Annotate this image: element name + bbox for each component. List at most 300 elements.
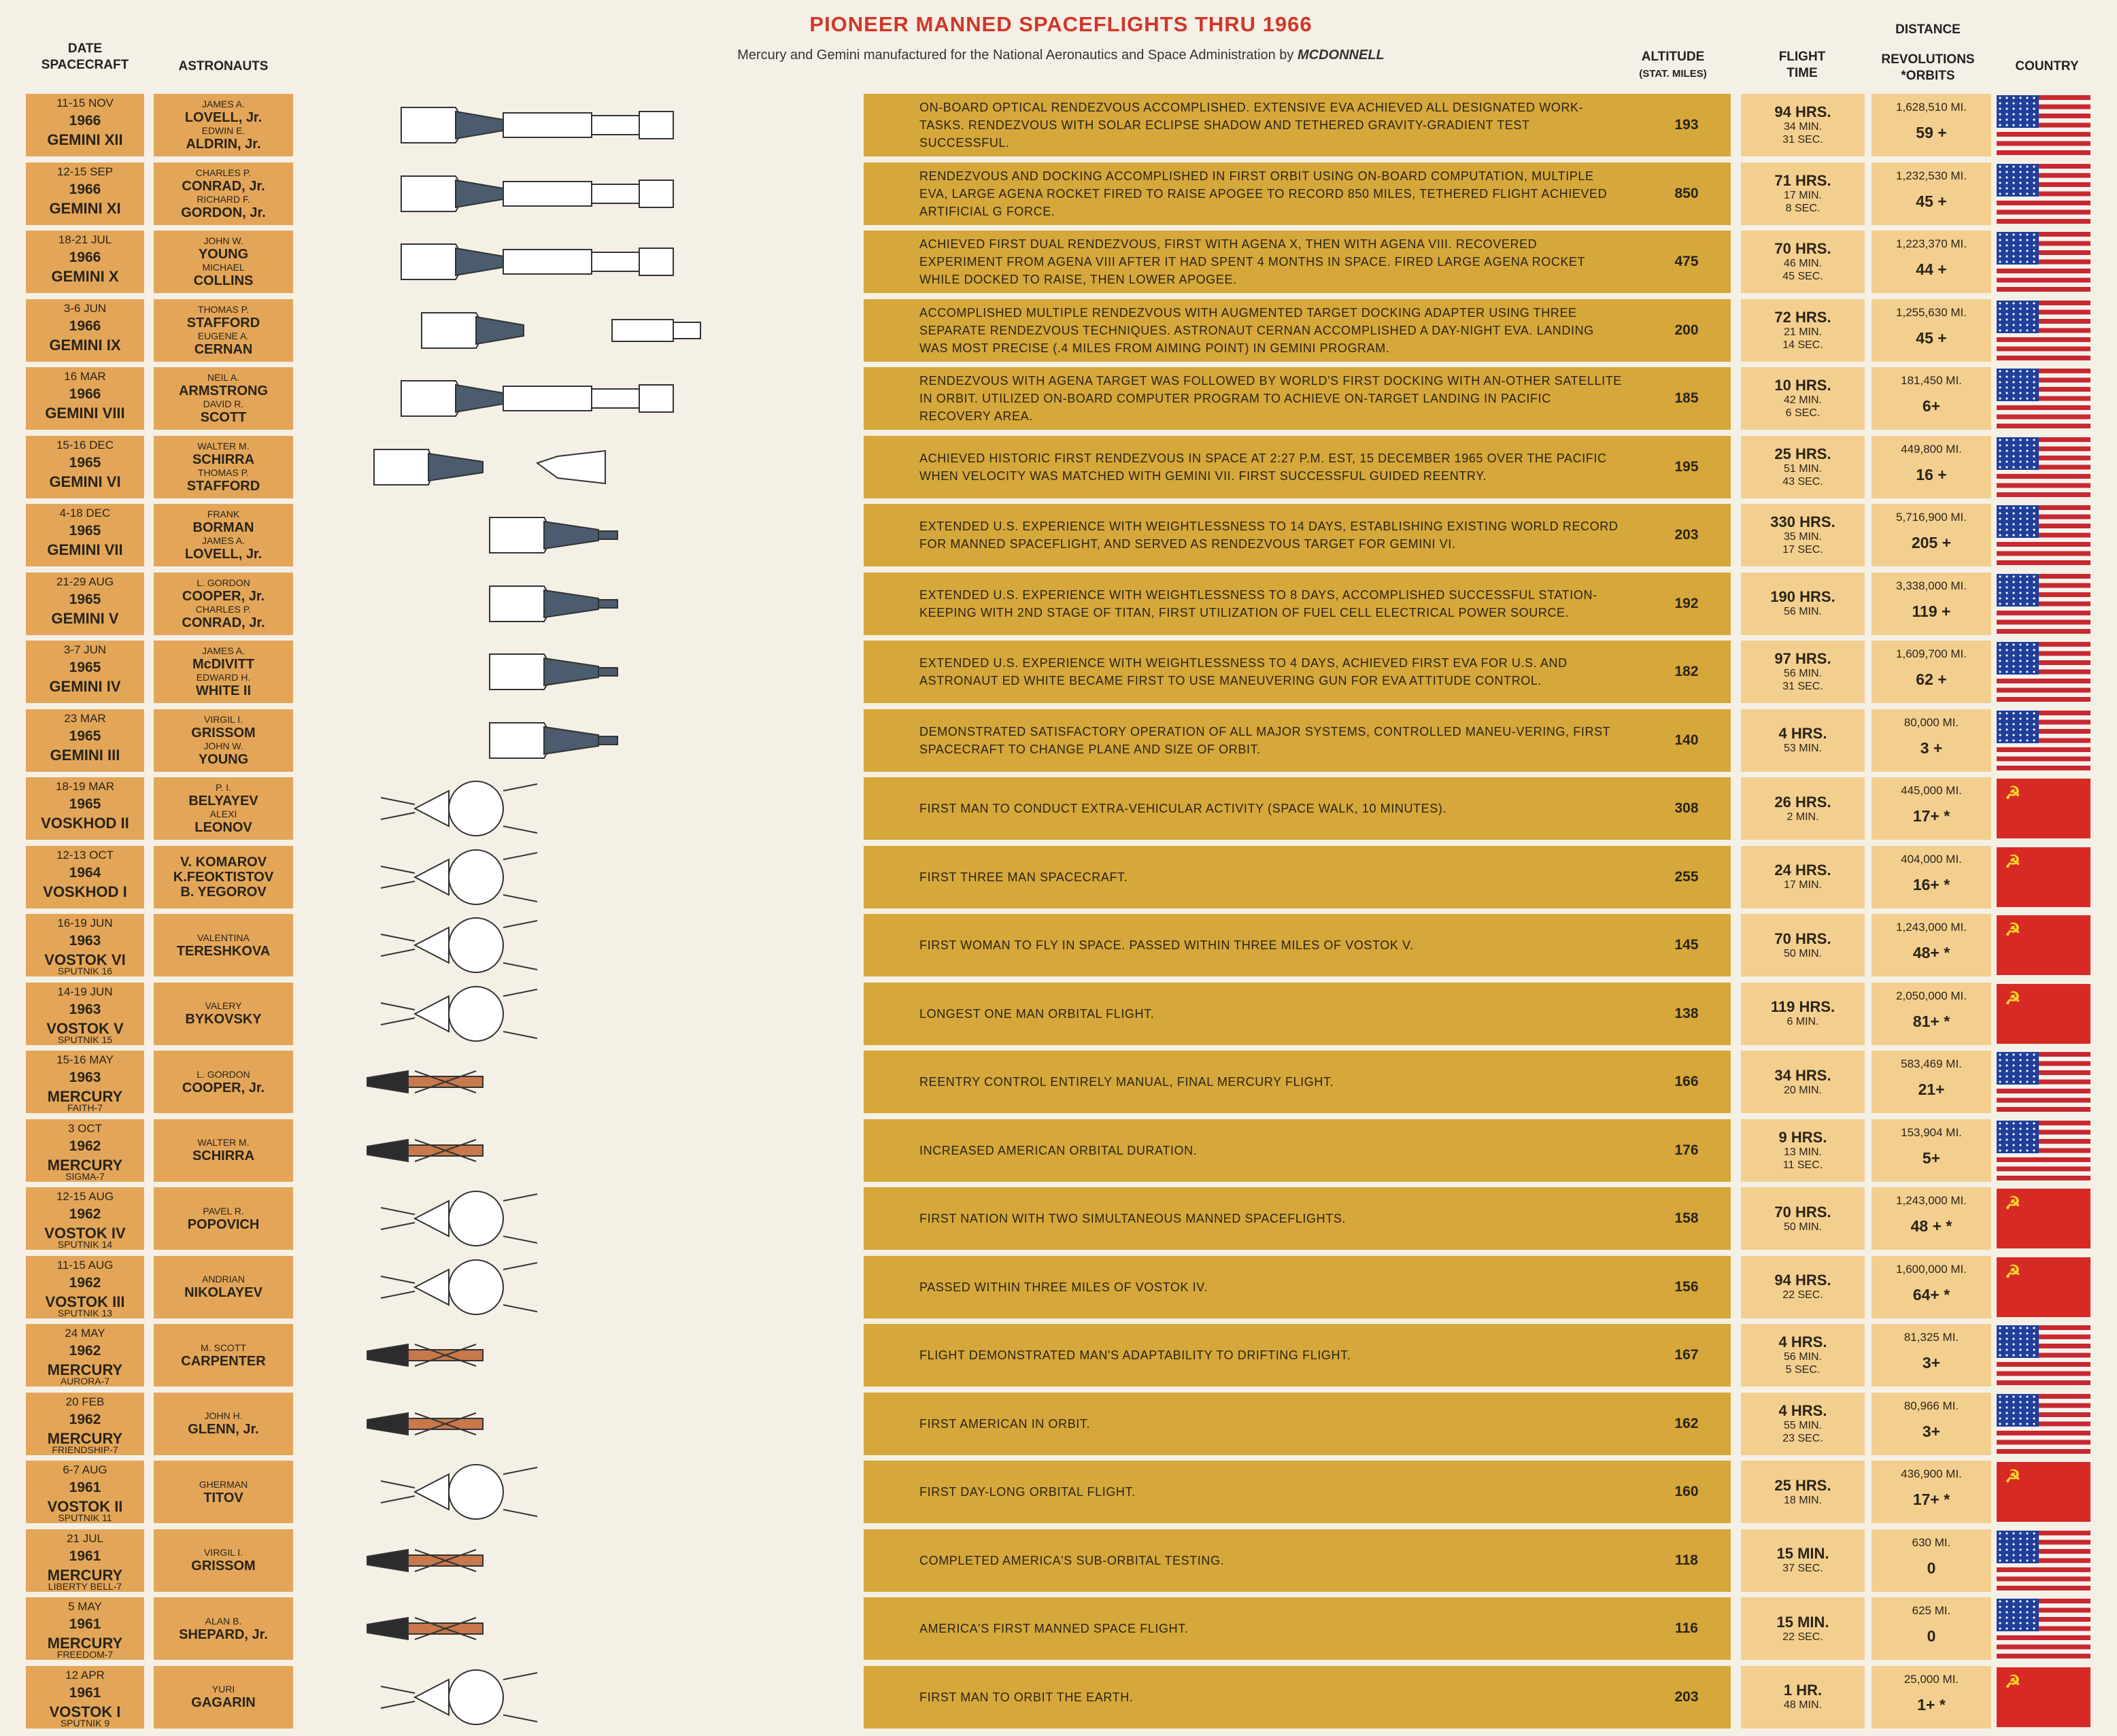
ussr-flag-icon (1997, 1667, 2090, 1727)
achievement-cell (864, 573, 1731, 635)
astronauts-cell (154, 367, 293, 430)
spacecraft-illustration (320, 1119, 836, 1182)
altitude-value: 140 (1674, 732, 1699, 748)
usa-flag-canton (1997, 1599, 2039, 1631)
flight-time-cell (1741, 777, 1865, 840)
spacecraft-cell (26, 299, 144, 362)
table-row (0, 777, 2117, 840)
astronaut-given-name: THOMAS P. (197, 303, 250, 315)
distance-cell (1872, 231, 1991, 293)
distance-miles: 1,232,530 MI. (1896, 169, 1967, 182)
flight-time-cell (1741, 94, 1865, 156)
flight-minutes: 53 MIN. (1783, 743, 1822, 754)
country-cell (1991, 299, 2093, 362)
country-cell (1991, 914, 2093, 976)
flight-minutes: 18 MIN. (1783, 1494, 1822, 1506)
flight-year: 1966 (69, 318, 101, 334)
astronaut-surname: COLLINS (193, 273, 254, 288)
country-cell (1991, 436, 2093, 498)
spacecraft-cell (26, 163, 144, 225)
astronauts-cell (154, 231, 293, 293)
astronauts-cell (154, 1393, 293, 1455)
hammer-sickle-icon: ☭ (2005, 851, 2021, 872)
spacecraft-cell (26, 1119, 144, 1182)
astronaut-given-name: GHERMAN (199, 1478, 248, 1490)
flight-date: 12-15 AUG (56, 1190, 114, 1203)
distance-cell (1872, 914, 1991, 976)
achievement-cell (864, 1324, 1731, 1386)
astronaut-surname: CERNAN (194, 341, 253, 357)
distance-miles: 583,469 MI. (1901, 1057, 1962, 1070)
spacecraft-subname: SPUTNIK 9 (60, 1717, 110, 1729)
mercury-drawing (320, 1529, 836, 1592)
astronauts-cell (154, 846, 293, 908)
achievement-text: DEMONSTRATED SATISFACTORY OPERATION OF ALL MAJOR SYSTEMS, CONTROLLED MANEU-VERING, FIRST SPACECRAFT TO CHANGE PLANE AND SIZE OF ORBIT. (919, 724, 1610, 756)
revolutions-count: 45 + (1916, 192, 1947, 210)
spacecraft-illustration (320, 1597, 836, 1660)
spacecraft-cell (26, 1256, 144, 1318)
country-cell (1991, 163, 2093, 225)
astronauts-cell (154, 94, 293, 156)
spacecraft-name: GEMINI X (51, 268, 119, 285)
flight-date: 15-16 MAY (56, 1053, 114, 1066)
astronaut-surname: TERESHKOVA (176, 943, 271, 959)
spacecraft-illustration (320, 846, 836, 908)
country-cell (1991, 1393, 2093, 1455)
flight-year: 1961 (69, 1684, 101, 1701)
achievement-text: ACHIEVED FIRST DUAL RENDEZVOUS, FIRST WITH AGENA X, THEN WITH AGENA VIII. RECOVERED EXPERIMENT FROM AGENA VIII AFTER IT HAD SPENT 4 MONTHS IN SPACE. FIRED LARGE AGENA ROCKET WHILE DOCKED TO RAISE, THEN LOWER APOGEE. (919, 237, 1585, 286)
distance-miles: 81,325 MI. (1903, 1331, 1959, 1344)
achievement-cell (864, 299, 1731, 362)
country-cell (1991, 641, 2093, 703)
table-row (0, 1666, 2117, 1729)
revolutions-count: 64+ * (1912, 1285, 1950, 1304)
revolutions-count: 6+ (1922, 397, 1941, 415)
astronaut-surname: LOVELL, Jr. (184, 547, 262, 562)
spacecraft-cell (26, 1666, 144, 1729)
ussr-flag-icon (1997, 1189, 2090, 1248)
spacecraft-cell (26, 641, 144, 703)
table-row (0, 231, 2117, 293)
altitude-value: 138 (1674, 1005, 1699, 1021)
flight-date: 16-19 JUN (57, 917, 113, 930)
spacecraft-illustration (320, 367, 836, 430)
flight-time-cell (1741, 163, 1865, 225)
achievement-cell (864, 1666, 1731, 1729)
country-cell (1991, 846, 2093, 908)
spacecraft-illustration (320, 1529, 836, 1592)
altitude-value: 156 (1674, 1278, 1699, 1295)
astronaut-given-name: VIRGIL I. (203, 713, 243, 725)
revolutions-count: 16+ * (1912, 875, 1950, 893)
altitude-value: 200 (1674, 322, 1699, 338)
distance-cell (1872, 573, 1991, 635)
distance-miles: 625 MI. (1912, 1604, 1951, 1617)
table-row (0, 1529, 2117, 1592)
flight-date: 12 APR (65, 1668, 105, 1682)
achievement-cell (864, 1256, 1731, 1318)
spacecraft-cell (26, 777, 144, 840)
country-cell (1991, 573, 2093, 635)
flight-hours: 72 HRS. (1774, 308, 1831, 326)
distance-cell (1872, 1529, 1991, 1592)
astronauts-cell (154, 1597, 293, 1660)
flight-hours: 10 HRS. (1774, 377, 1831, 394)
col-header-astronauts: ASTRONAUTS (178, 59, 269, 73)
astronaut-surname: POPOVICH (187, 1216, 260, 1232)
country-cell (1991, 367, 2093, 430)
achievement-text: RENDEZVOUS AND DOCKING ACCOMPLISHED IN FIRST ORBIT USING ON-BOARD COMPUTATION, MULTIPLE EVA, LARGE AGENA ROCKET FIRED TO RAISE APOGEE TO RECORD 850 MILES, TETHERED FLIGHT ACHIEVED ARTIFICIAL G FORCE. (919, 169, 1608, 218)
altitude-value: 185 (1674, 390, 1699, 406)
flight-minutes: 34 MIN. (1783, 121, 1822, 133)
astronauts-cell (154, 573, 293, 635)
distance-cell (1872, 983, 1991, 1045)
gemini-drawing (320, 641, 836, 703)
distance-cell (1872, 1119, 1991, 1182)
achievement-text: FIRST AMERICAN IN ORBIT. (919, 1416, 1091, 1431)
usa-flag-canton (1997, 95, 2039, 128)
flight-year: 1966 (69, 250, 101, 265)
ussr-flag-icon (1997, 1462, 2090, 1522)
revolutions-count: 3 + (1920, 738, 1943, 757)
astronaut-surname: CONRAD, Jr. (182, 178, 265, 194)
flight-minutes: 17 MIN. (1783, 879, 1822, 891)
revolutions-count: 48 + * (1910, 1217, 1952, 1235)
revolutions-count: 17+ * (1912, 807, 1950, 825)
astronaut-given-name: JAMES A. (201, 645, 245, 656)
altitude-value: 160 (1674, 1484, 1699, 1499)
achievement-text: ACHIEVED HISTORIC FIRST RENDEZVOUS IN SPACE AT 2:27 P.M. EST, 15 DECEMBER 1965 OVER THE PACIFIC WHEN VELOCITY WAS MATCHED WITH GEMINI VII. FIRST SUCCESSFUL GUIDED REENTRY. (919, 451, 1607, 483)
country-cell (1991, 777, 2093, 840)
distance-cell (1872, 1666, 1991, 1729)
distance-cell (1872, 436, 1991, 498)
spacecraft-name: GEMINI XII (47, 131, 123, 148)
astronaut-given-name: DAVID R. (203, 398, 244, 409)
spacecraft-illustration (320, 94, 836, 156)
altitude-value: 145 (1674, 937, 1699, 953)
table-row (0, 573, 2117, 635)
revolutions-count: 5+ (1922, 1148, 1941, 1167)
flight-minutes: 50 MIN. (1783, 947, 1822, 959)
spacecraft-cell (26, 1324, 144, 1386)
astronauts-cell (154, 914, 293, 976)
distance-cell (1872, 641, 1991, 703)
astronaut-given-name: ALAN B. (205, 1615, 242, 1627)
astronaut-given-name: ALEXI (209, 809, 237, 819)
spacecraft-cell (26, 709, 144, 772)
spacecraft-cell (26, 94, 144, 156)
flight-hours: 4 HRS. (1778, 725, 1827, 742)
distance-miles: 630 MI. (1912, 1535, 1951, 1549)
astronaut-surname: K.FEOKTISTOV (173, 869, 274, 885)
distance-cell (1872, 1324, 1991, 1386)
achievement-text: FIRST NATION WITH TWO SIMULTANEOUS MANNED SPACEFLIGHTS. (919, 1212, 1347, 1225)
achievement-cell (864, 1529, 1731, 1592)
flight-time-cell (1741, 1119, 1865, 1182)
distance-miles: 3,338,000 MI. (1896, 579, 1967, 592)
distance-cell (1872, 94, 1991, 156)
altitude-value: 193 (1674, 117, 1699, 133)
distance-cell (1872, 367, 1991, 430)
spacecraft-illustration (320, 1666, 836, 1729)
country-cell (1991, 1461, 2093, 1523)
usa-flag-canton (1997, 1121, 2039, 1153)
spacecraft-cell (26, 573, 144, 635)
spacecraft-name: VOSTOK IV (44, 1225, 126, 1242)
achievement-cell (864, 1187, 1731, 1250)
gemini-drawing (320, 709, 836, 772)
flight-minutes: 50 MIN. (1783, 1221, 1822, 1233)
flight-seconds: 5 SEC. (1785, 1364, 1820, 1376)
astronaut-surname: YOUNG (198, 751, 249, 767)
usa-flag-canton (1997, 164, 2039, 197)
astronauts-cell (154, 1461, 293, 1523)
distance-cell (1872, 709, 1991, 772)
revolutions-count: 16 + (1916, 465, 1947, 483)
astronaut-surname: BELYAYEV (188, 794, 258, 809)
usa-flag-canton (1997, 711, 2039, 743)
flight-year: 1963 (69, 1001, 101, 1017)
flight-minutes: 56 MIN. (1783, 1351, 1822, 1363)
table-row (0, 504, 2117, 566)
flight-time-cell (1741, 1597, 1865, 1660)
flight-seconds: 31 SEC. (1782, 134, 1823, 146)
distance-miles: 404,000 MI. (1901, 852, 1962, 866)
spacecraft-name: MERCURY (47, 1088, 123, 1105)
spacecraft-name: GEMINI V (51, 609, 119, 627)
achievement-text: FIRST THREE MAN SPACECRAFT. (919, 870, 1128, 884)
astronaut-given-name: CHARLES P. (195, 603, 252, 615)
country-cell (1991, 231, 2093, 293)
usa-flag-canton (1997, 1394, 2039, 1427)
usa-flag-canton (1997, 1531, 2039, 1563)
achievement-text: INCREASED AMERICAN ORBITAL DURATION. (919, 1143, 1198, 1157)
spacecraft-name: GEMINI VIII (45, 405, 125, 422)
flight-time-cell (1741, 709, 1865, 772)
achievement-text: EXTENDED U.S. EXPERIENCE WITH WEIGHTLESSNESS TO 4 DAYS, ACHIEVED FIRST EVA FOR U.S. AND ASTRONAUT ED WHITE BECAME FIRST TO USE MANEUVERING GUN FOR EVA ATTITUDE CONTROL. (919, 656, 1568, 687)
flight-date: 4-18 DEC (59, 507, 111, 520)
spacecraft-name: VOSTOK V (46, 1019, 124, 1037)
flight-seconds: 17 SEC. (1782, 544, 1823, 556)
spacecraft-name: GEMINI VII (47, 541, 123, 558)
achievement-cell (864, 1597, 1731, 1660)
mercury-drawing (320, 1393, 836, 1455)
table-row (0, 163, 2117, 225)
flight-hours: 25 HRS. (1774, 445, 1831, 462)
distance-miles: 436,900 MI. (1901, 1467, 1962, 1480)
altitude-value: 167 (1674, 1347, 1699, 1363)
table-row (0, 709, 2117, 772)
spacecraft-name: VOSTOK I (49, 1703, 121, 1720)
hammer-sickle-icon: ☭ (2005, 1671, 2021, 1692)
vostok-drawing (320, 914, 836, 976)
revolutions-count: 62 + (1916, 670, 1947, 688)
astronaut-given-name: MICHAEL (202, 262, 245, 273)
spacecraft-illustration (320, 777, 836, 840)
distance-miles: 1,243,000 MI. (1896, 921, 1967, 934)
astronauts-cell (154, 641, 293, 703)
distance-miles: 1,609,700 MI. (1896, 647, 1967, 660)
spacecraft-illustration (320, 436, 836, 498)
flight-date: 21 JUL (67, 1531, 103, 1545)
flight-year: 1961 (69, 1616, 101, 1632)
flight-time-cell (1741, 504, 1865, 566)
spacecraft-subname: SPUTNIK 15 (57, 1034, 113, 1045)
achievement-text: FIRST MAN TO CONDUCT EXTRA-VEHICULAR ACTIVITY (SPACE WALK, 10 MINUTES). (919, 802, 1447, 815)
flight-time-cell (1741, 641, 1865, 703)
usa-flag-canton (1997, 437, 2039, 470)
flight-year: 1962 (69, 1343, 101, 1359)
astronaut-given-name: M. SCOTT (201, 1342, 246, 1353)
spacecraft-illustration (320, 1324, 836, 1386)
distance-miles: 5,716,900 MI. (1896, 511, 1967, 524)
altitude-value: 176 (1674, 1142, 1699, 1158)
spacecraft-subname: SPUTNIK 11 (58, 1512, 112, 1523)
vostok-drawing (320, 1256, 836, 1318)
col-header-altitude: ALTITUDE (STAT. MILES) (1639, 50, 1707, 80)
country-cell (1991, 709, 2093, 772)
hammer-sickle-icon: ☭ (2005, 1466, 2021, 1486)
table-row (0, 436, 2117, 498)
flight-year: 1961 (69, 1548, 101, 1564)
spacecraft-cell (26, 231, 144, 293)
usa-flag-icon (1997, 95, 2090, 155)
distance-cell (1872, 1597, 1991, 1660)
astronauts-cell (154, 1666, 293, 1729)
astronaut-surname: GRISSOM (191, 1559, 256, 1573)
achievement-cell (864, 641, 1731, 703)
achievement-cell (864, 367, 1731, 430)
usa-flag-icon (1997, 1325, 2090, 1385)
astronaut-given-name: JOHN W. (203, 235, 243, 246)
astronaut-surname: LOVELL, Jr. (184, 110, 262, 125)
flight-date: 20 FEB (65, 1395, 105, 1408)
astronaut-surname: V. KOMAROV (180, 854, 267, 870)
astronaut-given-name: JAMES A. (201, 99, 245, 109)
revolutions-count: 59 + (1916, 124, 1947, 141)
flight-hours: 25 HRS. (1774, 1476, 1831, 1494)
altitude-value: 166 (1674, 1074, 1699, 1089)
altitude-value: 116 (1675, 1620, 1698, 1636)
astronaut-surname: SCHIRRA (192, 452, 255, 467)
usa-flag-icon (1997, 1531, 2090, 1590)
achievement-text: FIRST MAN TO ORBIT THE EARTH. (919, 1690, 1134, 1704)
astronaut-surname: GORDON, Jr. (181, 205, 266, 220)
flight-minutes: 22 SEC. (1782, 1631, 1823, 1643)
flight-year: 1965 (69, 591, 101, 607)
gemini-agena-drawing (320, 367, 836, 430)
flight-year: 1965 (69, 523, 101, 539)
gemini-atda-drawing (320, 299, 836, 362)
achievement-text: ON-BOARD OPTICAL RENDEZVOUS ACCOMPLISHED. EXTENSIVE EVA ACHIEVED ALL DESIGNATED WORK-TASKS. RENDEZVOUS WITH SOLAR ECLIPSE SHADOW AND TETHERED GRAVITY-GRADIENT TEST SUCCESSFUL. (919, 101, 1584, 150)
spacecraft-illustration (320, 641, 836, 703)
flight-time-cell (1741, 1187, 1865, 1250)
spacecraft-cell (26, 367, 144, 430)
table-row (0, 641, 2117, 703)
spacecraft-subname: SIGMA-7 (65, 1170, 105, 1182)
table-row (0, 1393, 2117, 1455)
spacecraft-illustration (320, 299, 836, 362)
astronauts-cell (154, 1256, 293, 1318)
astronaut-given-name: EDWIN E. (201, 125, 245, 136)
country-cell (1991, 1256, 2093, 1318)
gemini-agena-drawing (320, 94, 836, 156)
spacecraft-cell (26, 1597, 144, 1660)
flight-time-cell (1741, 1461, 1865, 1523)
flight-seconds: 11 SEC. (1782, 1159, 1823, 1171)
spacecraft-cell (26, 1187, 144, 1250)
usa-flag-canton (1997, 505, 2039, 538)
usa-flag-icon (1997, 574, 2090, 634)
flight-year: 1966 (69, 181, 101, 197)
flight-minutes: 17 MIN. (1783, 189, 1822, 201)
flight-year: 1961 (69, 1480, 101, 1495)
achievement-cell (864, 1461, 1731, 1523)
table-row (0, 983, 2117, 1045)
achievement-cell (864, 709, 1731, 772)
mercury-drawing (320, 1324, 836, 1386)
spacecraft-illustration (320, 163, 836, 225)
flight-minutes: 56 MIN. (1783, 606, 1822, 617)
astronauts-cell (154, 1051, 293, 1113)
vostok-drawing (320, 777, 836, 840)
country-cell (1991, 1119, 2093, 1182)
distance-miles: 1,600,000 MI. (1896, 1262, 1967, 1276)
flight-year: 1966 (69, 386, 101, 402)
flight-minutes: 20 MIN. (1783, 1084, 1822, 1096)
revolutions-count: 17+ * (1912, 1491, 1950, 1508)
distance-cell (1872, 777, 1991, 840)
altitude-value: 850 (1674, 185, 1699, 201)
flight-year: 1962 (69, 1138, 101, 1154)
astronaut-surname: CONRAD, Jr. (182, 615, 265, 630)
flight-hours: 9 HRS. (1778, 1128, 1827, 1146)
spacecraft-subname: SPUTNIK 14 (57, 1239, 113, 1250)
flight-time-cell (1741, 573, 1865, 635)
achievement-cell (864, 231, 1731, 293)
spacecraft-subname: AURORA-7 (60, 1376, 110, 1386)
achievement-text: FIRST DAY-LONG ORBITAL FLIGHT. (919, 1485, 1136, 1499)
distance-miles: 80,000 MI. (1903, 715, 1959, 729)
altitude-value: 118 (1675, 1552, 1698, 1568)
astronaut-surname: SCHIRRA (192, 1148, 255, 1163)
flight-date: 14-19 JUN (57, 985, 113, 998)
flight-hours: 4 HRS. (1778, 1401, 1827, 1419)
astronaut-surname: ARMSTRONG (178, 384, 269, 398)
gemini-drawing (320, 573, 836, 635)
astronaut-surname: SCOTT (200, 410, 247, 425)
astronaut-given-name: NEIL A. (207, 372, 239, 383)
achievement-text: EXTENDED U.S. EXPERIENCE WITH WEIGHTLESSNESS TO 14 DAYS, ESTABLISHING EXISTING WORLD RECORD FOR MANNED SPACEFLIGHT, AND SERVED AS RENDEZVOUS TARGET FOR GEMINI VI. (919, 520, 1619, 551)
table-row (0, 1051, 2117, 1113)
flight-date: 3-7 JUN (63, 643, 107, 656)
flight-hours: 34 HRS. (1774, 1066, 1831, 1084)
spacecraft-name: VOSTOK III (45, 1293, 125, 1310)
flight-seconds: 6 SEC. (1785, 407, 1820, 419)
flight-date: 3 OCT (67, 1121, 103, 1135)
mercury-drawing (320, 1051, 836, 1113)
flight-date: 23 MAR (64, 711, 106, 725)
astronaut-surname: LEONOV (194, 820, 252, 835)
country-cell (1991, 504, 2093, 566)
spacecraft-cell (26, 1461, 144, 1523)
astronaut-given-name: L. GORDON (197, 1068, 250, 1080)
astronaut-surname: ALDRIN, Jr. (186, 137, 261, 152)
spacecraft-name: GEMINI III (50, 746, 120, 764)
flight-date: 24 MAY (65, 1327, 105, 1340)
distance-miles: 1,243,000 MI. (1896, 1194, 1967, 1207)
revolutions-count: 81+ * (1912, 1012, 1950, 1030)
